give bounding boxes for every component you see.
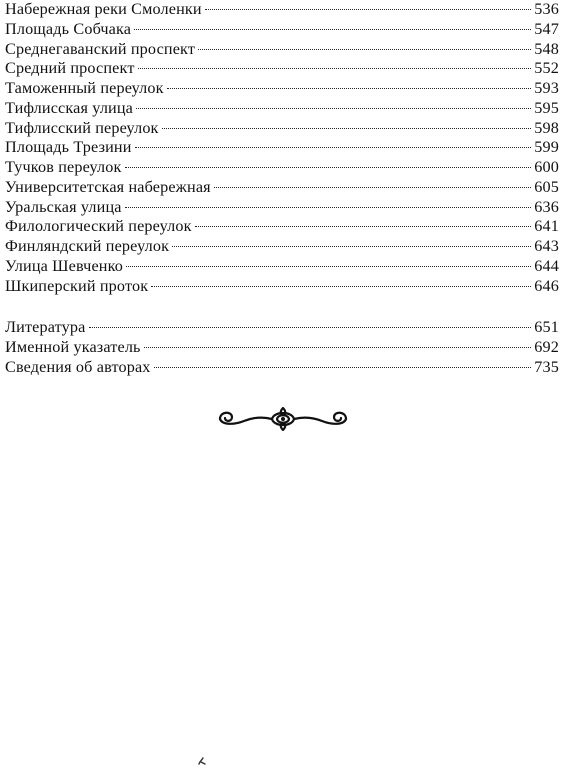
dot-leader	[154, 367, 532, 368]
toc-entry	[5, 20, 559, 40]
toc-entry	[5, 257, 559, 277]
toc-entry	[5, 358, 559, 378]
dot-leader	[205, 9, 532, 10]
toc-entry	[5, 59, 559, 79]
toc-entry-page: 646	[534, 276, 559, 295]
toc-entry-title: Филологический переулок	[5, 217, 192, 236]
toc-entry	[5, 158, 559, 178]
toc-entry	[5, 119, 559, 139]
toc-entry-title: Среднегаванский проспект	[5, 39, 196, 58]
toc-entry-title: Литература	[5, 318, 86, 337]
toc-entry-page: 552	[534, 59, 559, 78]
toc-entry-page: 651	[534, 318, 559, 337]
toc-entry-title: Площадь Трезини	[5, 138, 132, 157]
toc-entry-title: Средний проспект	[5, 59, 135, 78]
toc-entry-title: Университетская набережная	[5, 177, 211, 196]
toc-entry	[5, 237, 559, 257]
toc-entry-title: Тучков переулок	[5, 158, 122, 176]
toc-entry	[5, 99, 559, 119]
toc-entry-page: 643	[534, 237, 559, 255]
toc-entry	[5, 338, 559, 358]
toc-appendix-section	[5, 318, 559, 377]
toc-entry	[5, 79, 559, 99]
dot-leader	[138, 68, 532, 69]
decorative-flourish-icon	[214, 403, 352, 435]
toc-entry-page: 692	[534, 338, 559, 356]
toc-entry	[5, 198, 559, 218]
toc-entry-page: 595	[534, 98, 559, 117]
toc-entry-page: 536	[534, 0, 559, 18]
toc-entry	[5, 40, 559, 60]
toc-entry	[5, 0, 559, 20]
table-of-contents	[5, 0, 559, 378]
toc-entry-page: 636	[534, 197, 559, 216]
toc-entry-page: 600	[534, 158, 559, 176]
toc-entry-page: 641	[534, 217, 559, 236]
toc-entry-page: 605	[534, 177, 559, 196]
toc-entry-title: Тифлисский переулок	[5, 118, 159, 137]
toc-entry-title: Сведения об авторах	[5, 357, 151, 376]
toc-entry	[5, 178, 559, 198]
toc-entry	[5, 277, 559, 297]
toc-entry	[5, 318, 559, 338]
dot-leader	[214, 187, 532, 188]
toc-entry-page: 548	[534, 39, 559, 58]
toc-entry-title: Шкиперский проток	[5, 276, 149, 295]
toc-entry-title: Именной указатель	[5, 338, 141, 356]
toc-entry-page: 593	[534, 79, 559, 97]
dot-leader	[125, 167, 532, 168]
toc-entry-page: 599	[534, 138, 559, 157]
dot-leader	[136, 108, 531, 109]
dot-leader	[144, 347, 532, 348]
section-spacer	[5, 296, 559, 318]
toc-entry-title: Уральская улица	[5, 197, 122, 216]
toc-entry-title: Улица Шевченко	[5, 256, 124, 275]
dot-leader	[195, 226, 532, 227]
toc-entry-title: Таможенный переулок	[5, 79, 164, 97]
dot-leader	[134, 29, 531, 30]
dot-leader	[167, 88, 532, 89]
scan-mark-icon	[197, 756, 207, 766]
toc-entry-page: 547	[534, 19, 559, 38]
toc-entry-title: Набережная реки Смоленки	[5, 0, 202, 18]
dot-leader	[89, 327, 532, 328]
dot-leader	[135, 147, 532, 148]
toc-entry-title: Площадь Собчака	[5, 19, 132, 38]
toc-entry	[5, 217, 559, 237]
dot-leader	[151, 286, 531, 287]
dot-leader	[172, 246, 531, 247]
dot-leader	[125, 207, 532, 208]
toc-entry-page: 735	[534, 357, 559, 376]
toc-entry-title: Тифлисская улица	[5, 98, 134, 117]
toc-entry	[5, 138, 559, 158]
dot-leader	[198, 49, 531, 50]
dot-leader	[162, 128, 532, 129]
dot-leader	[126, 266, 531, 267]
toc-entry-page: 644	[534, 256, 559, 275]
toc-streets-section	[5, 0, 559, 296]
toc-entry-page: 598	[534, 118, 559, 137]
toc-entry-title: Финляндский переулок	[5, 237, 170, 255]
